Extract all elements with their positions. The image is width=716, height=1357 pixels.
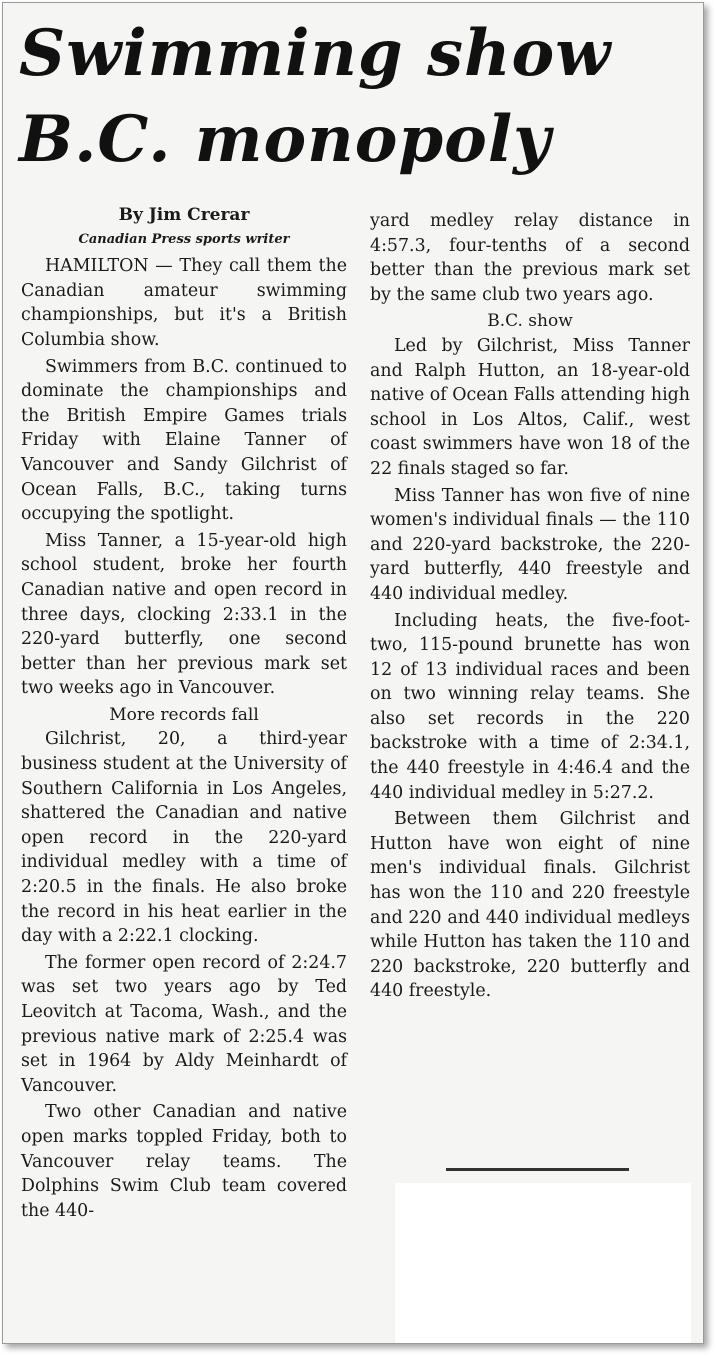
column-right <box>370 209 690 1006</box>
paragraph: Swimmers from B.C. continued to dominate the championships and the British Empire Games trials Friday with Elaine Tanner of Vancouver and Sandy Gilchrist of Ocean Falls, B.C., taking turns occupying the spotlight. <box>21 356 347 525</box>
byline: By Jim Crerar <box>118 205 250 225</box>
paragraph: Led by Gilchrist, Miss Tanner and Ralph Hutton, an 18-year-old native of Ocean Falls attending high school in Los Altos, Calif., west coast swimmers have won 18 of the 22 finals staged so far. <box>370 335 690 479</box>
paragraph: Including heats, the five-foot-two, 115-pound brunette has won 12 of 13 individual races and been on two winning relay teams. She also set records in the 220 backstroke with a time of 2:34.1, the 440 freestyle in 4:46.4 and the 440 individual medley in 5:27.2. <box>370 610 690 803</box>
column-right-body <box>370 209 690 1004</box>
end-rule <box>446 1168 629 1171</box>
headline-line-2: B.C. monopoly <box>19 102 552 177</box>
paragraph: Between them Gilchrist and Hutton have won eight of nine men's individual finals. Gilchrist has won the 110 and 220 freestyle and 220 and 440 individual medleys while Hutton has taken the 110 and 220 backstroke, 220 butterfly and 440 freestyle. <box>370 809 690 1002</box>
paragraph: Gilchrist, 20, a third-year business student at the University of Southern California in Los Angeles, shattered the Canadian and native open record in the 220-yard individual medley with a time of 2:20.5 in the finals. He also broke the record in his heat earlier in the day with a 2:22.1 clocking. <box>21 729 347 947</box>
headline <box>19 11 699 183</box>
blank-area <box>395 1183 691 1343</box>
byline-credit: Canadian Press sports writer <box>78 231 290 247</box>
newspaper-clipping <box>2 2 704 1344</box>
paragraph: Miss Tanner, a 15-year-old high school student, broke her fourth Canadian native and open record in three days, clocking 2:33.1 in the 220-yard butterfly, one second better than her previous mark set two weeks ago in Vancouver. <box>21 530 347 699</box>
column-left-body <box>21 254 347 1223</box>
subhead: B.C. show <box>487 311 573 332</box>
paragraph-continued: yard medley relay distance in 4:57.3, four-tenths of a second better than the previous mark set by the same club two years ago. <box>370 211 690 305</box>
paragraph: Miss Tanner has won five of nine women's individual finals — the 110 and 220-yard backstroke, the 220-yard butterfly, 440 freestyle and 440 individual medley. <box>370 485 690 604</box>
paragraph: The former open record of 2:24.7 was set two years ago by Ted Leovitch at Tacoma, Wash., and the previous native mark of 2:25.4 was set in 1964 by Aldy Meinhardt of Vancouver. <box>21 952 347 1096</box>
column-left <box>21 203 347 1225</box>
subhead: More records fall <box>109 704 259 725</box>
paragraph: Two other Canadian and native open marks toppled Friday, both to Vancouver relay teams. The Dolphins Swim Club team covered the 440- <box>21 1102 347 1221</box>
headline-line-1: Swimming show <box>19 16 612 91</box>
paragraph: HAMILTON — They call them the Canadian amateur swimming championships, but it's a British Columbia show. <box>21 256 347 350</box>
